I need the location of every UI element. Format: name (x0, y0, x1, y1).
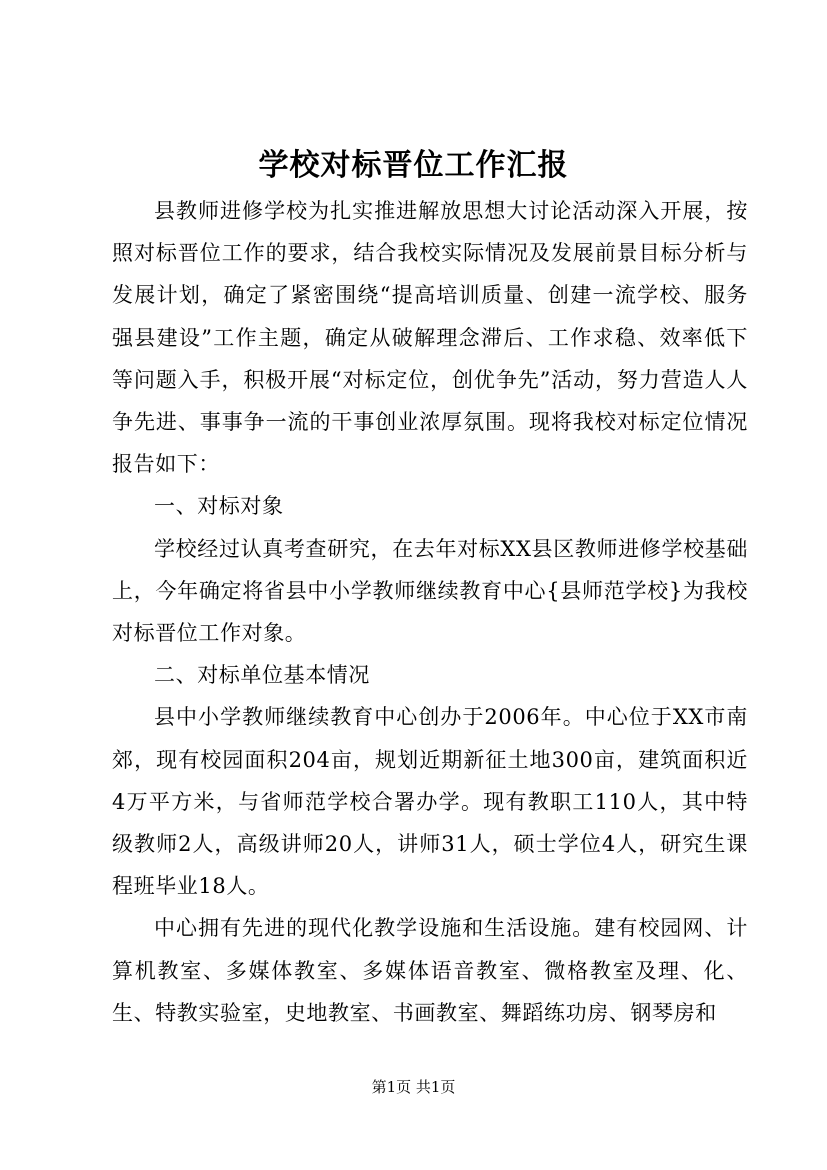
section-2-paragraph-1: 县中小学教师继续教育中心创办于2006年。中心位于XX市南郊，现有校园面积204亩，规划近期新征土地300亩，建筑面积近4万平方米，与省师范学校合署办学。现有教职工110人，其中特级教师2人，高级讲师20人，讲师31人，硕士学位4人，研究生课程班毕业18人。 (112, 705, 748, 899)
section-heading-2: 二、对标单位基本情况 (154, 663, 370, 688)
intro-paragraph: 县教师进修学校为扎实推进解放思想大讨论活动深入开展，按照对标晋位工作的要求，结合我校实际情况及发展前景目标分析与发展计划，确定了紧密围绕“提高培训质量、创建一流学校、服务强县建设”工作主题，确定从破解理念滞后、工作求稳、效率低下等问题入手，积极开展“对标定位，创优争先”活动，努力营造人人争先进、事事争一流的干事创业浓厚氛围。现将我校对标定位情况报告如下： (112, 199, 748, 477)
page-footer: 第1页 共1页 (371, 1078, 456, 1096)
page-title: 学校对标晋位工作汇报 (258, 148, 569, 183)
section-2-paragraph-2: 中心拥有先进的现代化教学设施和生活设施。建有校园网、计算机教室、多媒体教室、多媒体语音教室、微格教室及理、化、生、特教实验室，史地教室、书画教室、舞蹈练功房、钢琴房和 (112, 916, 748, 1025)
document-body (112, 190, 748, 1034)
section-1-paragraph: 学校经过认真考查研究，在去年对标XX县区教师进修学校基础上，今年确定将省县中小学教师继续教育中心{县师范学校}为我校对标晋位工作对象。 (112, 536, 748, 646)
section-heading-1: 一、对标对象 (154, 494, 284, 519)
